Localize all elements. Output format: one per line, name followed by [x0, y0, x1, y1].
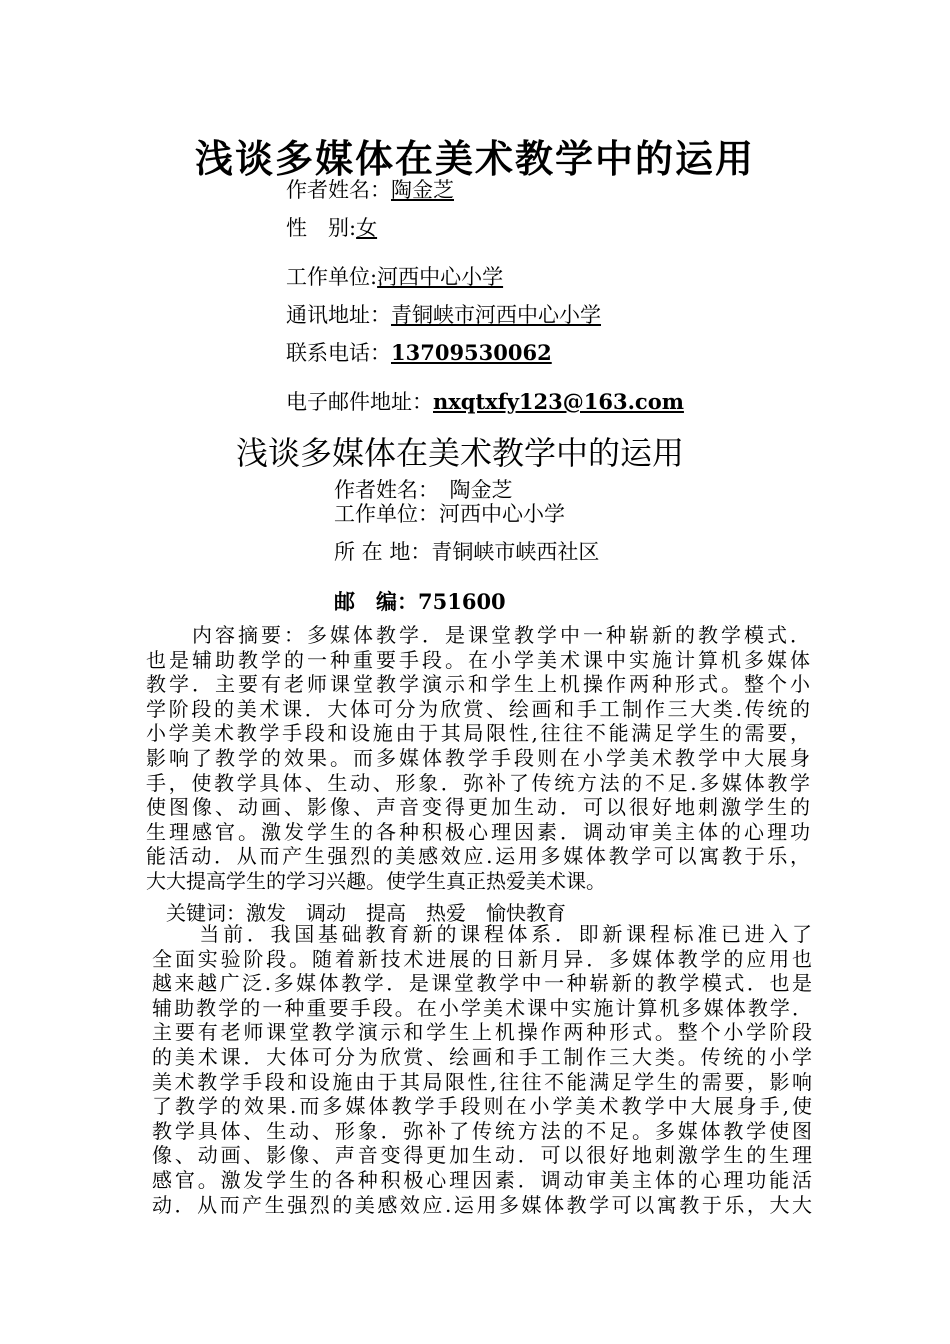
abstract-line: 小学美术教学手段和设施由于其局限性,往往不能满足学生的需要， — [146, 721, 810, 746]
article-unit-line: 工作单位：河西中心小学 — [334, 502, 565, 526]
abstract-line: 内容摘要：多媒体教学．是课堂教学中一种崭新的教学模式． — [146, 623, 810, 647]
author-line — [286, 174, 454, 204]
gender-label: 性 别: — [286, 216, 357, 240]
article-location-line: 所 在 地：青铜峡市峡西社区 — [334, 540, 600, 564]
body-line: 越来越广泛.多媒体教学．是课堂教学中一种崭新的教学模式．也是 — [152, 971, 812, 996]
article-author-line: 作者姓名： 陶金芝 — [334, 478, 513, 502]
phone-label: 联系电话： — [286, 341, 391, 365]
body-line: 动．从而产生强烈的美感效应.运用多媒体教学可以寓教于乐，大大 — [152, 1192, 812, 1217]
gender-value: 女 — [356, 216, 378, 240]
postcode-line — [334, 586, 506, 616]
phone-value: 13709530062 — [391, 340, 552, 365]
abstract-line: 也是辅助教学的一种重要手段。在小学美术课中实施计算机多媒体 — [146, 647, 810, 672]
address-label: 通讯地址： — [286, 303, 391, 327]
email-label: 电子邮件地址： — [286, 390, 433, 414]
body-line: 的美术课．大体可分为欣赏、绘画和手工制作三大类。传统的小学 — [152, 1044, 812, 1069]
author-value: 陶金芝 — [391, 178, 454, 202]
gender-line — [286, 212, 377, 242]
article-title: 浅谈多媒体在美术教学中的运用 — [235, 434, 684, 472]
phone-line — [286, 337, 552, 367]
keywords-line: 关键词：激发 调动 提高 热爱 愉快教育 — [166, 901, 566, 925]
email-value: nxqtxfy123@163.com — [433, 389, 684, 414]
abstract-line: 教学．主要有老师课堂教学演示和学生上机操作两种形式。整个小 — [146, 672, 810, 697]
address-line — [286, 299, 601, 329]
body-line: 感官。激发学生的各种积极心理因素．调动审美主体的心理功能活 — [152, 1167, 812, 1192]
unit-value: 河西中心小学 — [377, 265, 504, 289]
author-label: 作者姓名： — [286, 178, 391, 202]
body-line: 全面实验阶段。随着新技术进展的日新月异．多媒体教学的应用也 — [152, 946, 812, 971]
body-line: 教学具体、生动、形象．弥补了传统方法的不足。多媒体教学使图 — [152, 1118, 812, 1143]
postcode-label: 邮 编： — [334, 589, 418, 614]
body-line: 像、动画、影像、声音变得更加生动．可以很好地刺激学生的生理 — [152, 1143, 812, 1168]
body-line: 辅助教学的一种重要手段。在小学美术课中实施计算机多媒体教学． — [152, 995, 812, 1020]
email-line — [286, 386, 684, 416]
abstract-line: 能活动．从而产生强烈的美感效应.运用多媒体教学可以寓教于乐， — [146, 844, 810, 869]
abstract-line: 学阶段的美术课．大体可分为欣赏、绘画和手工制作三大类.传统的 — [146, 696, 810, 721]
unit-line — [286, 261, 503, 291]
address-value: 青铜峡市河西中心小学 — [391, 303, 601, 327]
body-paragraph — [152, 922, 812, 1217]
body-line: 了教学的效果.而多媒体教学手段则在小学美术教学中大展身手,使 — [152, 1094, 812, 1119]
body-line: 美术教学手段和设施由于其局限性,往往不能满足学生的需要，影响 — [152, 1069, 812, 1094]
abstract-line: 生理感官。激发学生的各种积极心理因素．调动审美主体的心理功 — [146, 819, 810, 844]
abstract-line: 使图像、动画、影像、声音变得更加生动．可以很好地刺激学生的 — [146, 795, 810, 820]
body-line: 当前．我国基础教育新的课程体系．即新课程标准已进入了 — [152, 922, 812, 946]
abstract-line: 手，使教学具体、生动、形象．弥补了传统方法的不足.多媒体教学 — [146, 770, 810, 795]
abstract-paragraph — [146, 623, 810, 894]
abstract-line: 大大提高学生的学习兴趣。使学生真正热爱美术课。 — [146, 868, 606, 893]
postcode-value: 751600 — [418, 589, 506, 614]
unit-label: 工作单位: — [286, 265, 378, 289]
body-line: 主要有老师课堂教学演示和学生上机操作两种形式。整个小学阶段 — [152, 1020, 812, 1045]
document-title: 浅谈多媒体在美术教学中的运用 — [194, 136, 755, 181]
abstract-line: 影响了教学的效果。而多媒体教学手段则在小学美术教学中大展身 — [146, 745, 810, 770]
